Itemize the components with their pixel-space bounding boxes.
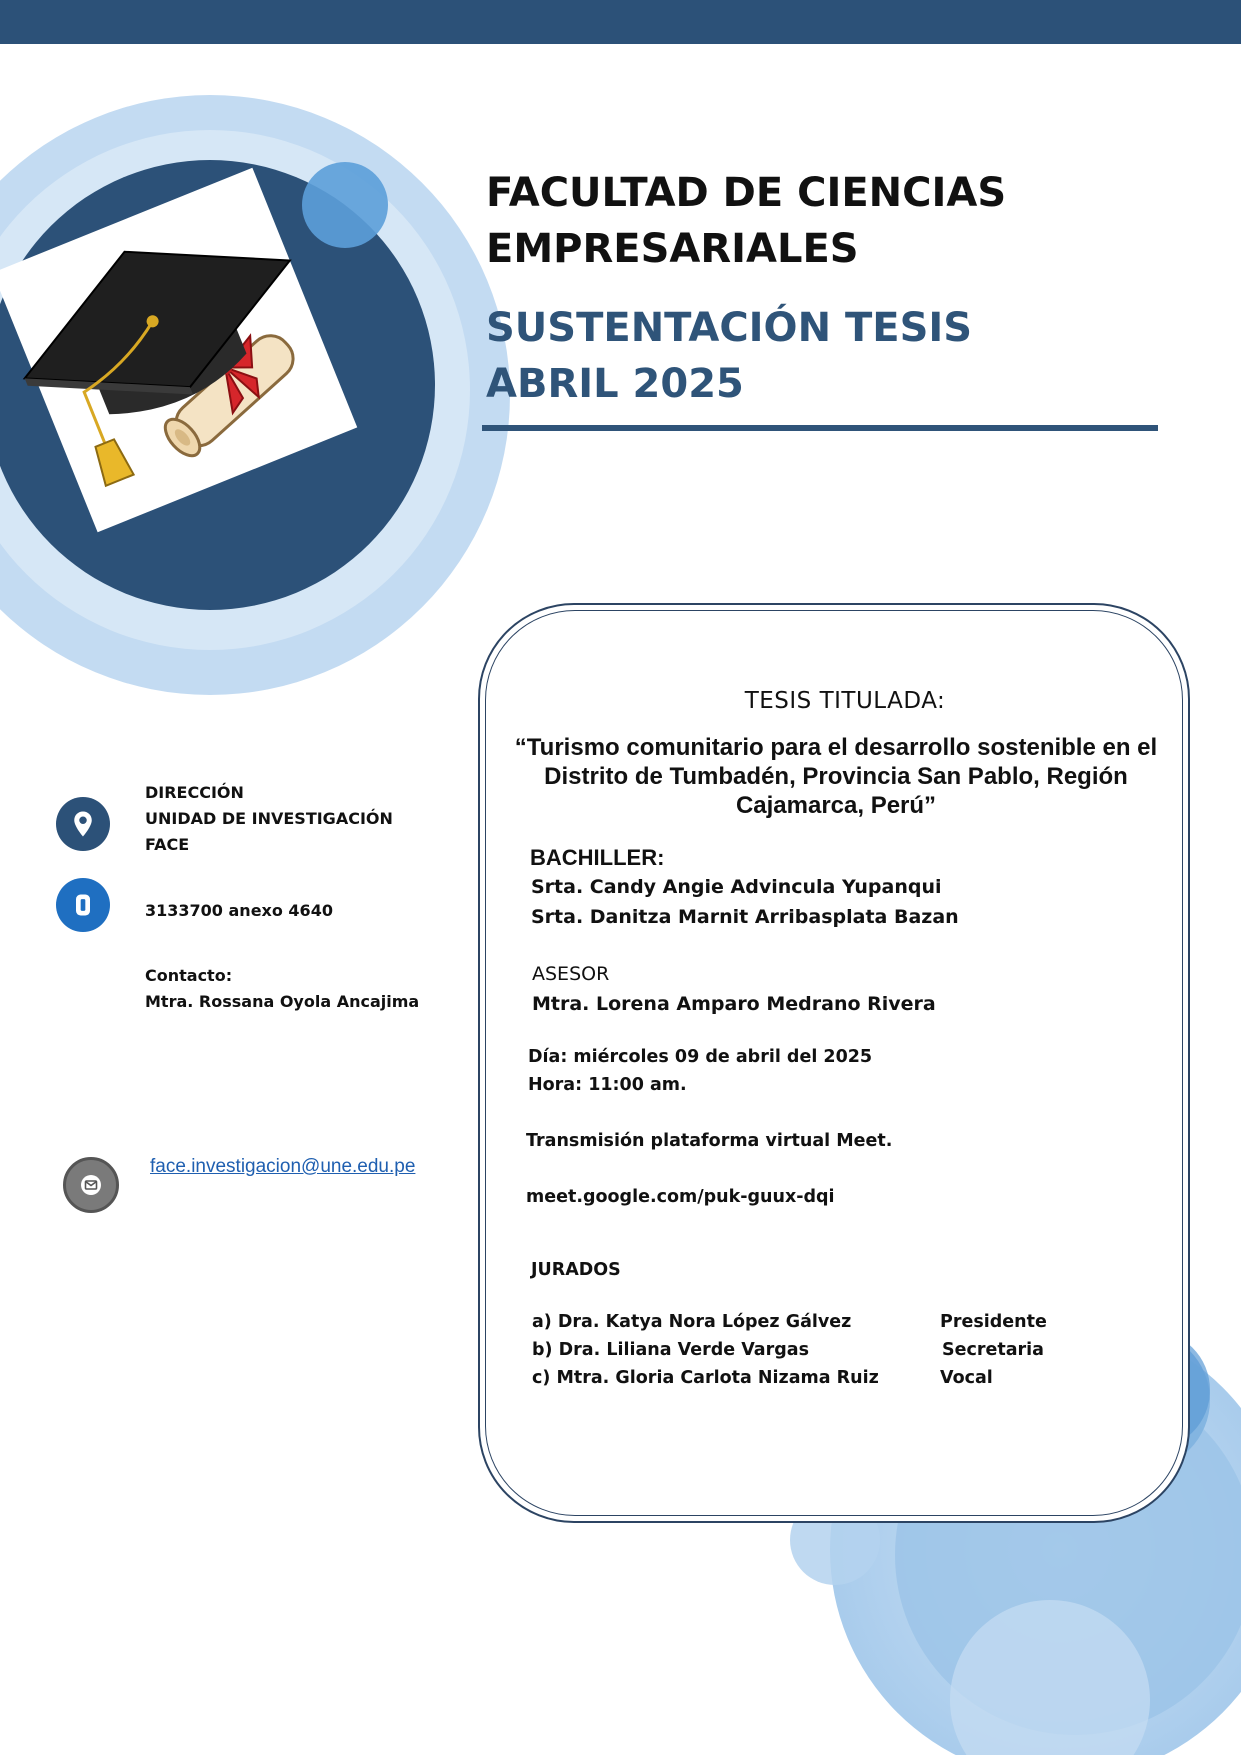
- event-title-line: ABRIL 2025: [486, 361, 744, 407]
- jurado-row: [532, 1340, 1092, 1360]
- event-title-line: SUSTENTACIÓN TESIS: [486, 305, 973, 351]
- bachiller-name: Srta. Danitza Marnit Arribasplata Bazan: [531, 906, 959, 928]
- email-link[interactable]: face.investigacion@une.edu.pe: [150, 1156, 416, 1177]
- bachiller-name: Srta. Candy Angie Advincula Yupanqui: [531, 876, 942, 898]
- jurado-role: Vocal: [940, 1368, 993, 1388]
- location-pin-icon: [56, 797, 110, 851]
- phone-number: 3133700 anexo 4640: [145, 901, 333, 920]
- card-heading: TESIS TITULADA:: [744, 688, 946, 714]
- contact-label: Contacto:: [145, 966, 233, 985]
- event-title: [486, 300, 1106, 412]
- jurado-row: [532, 1368, 1092, 1388]
- asesor-label: ASESOR: [532, 963, 610, 985]
- faculty-title: [486, 165, 1106, 277]
- contact-name: Mtra. Rossana Oyola Ancajima: [145, 992, 420, 1011]
- title-divider: [482, 425, 1158, 431]
- time-line: Hora: 11:00 am.: [528, 1075, 687, 1095]
- jurado-name: c) Mtra. Gloria Carlota Nizama Ruiz: [532, 1368, 879, 1388]
- jurados-label: JURADOS: [531, 1260, 621, 1280]
- email-icon: [63, 1157, 119, 1213]
- deco-circle: [302, 162, 388, 248]
- contact-block: [145, 963, 419, 1015]
- bachiller-label: BACHILLER:: [530, 845, 665, 870]
- phone-icon: [56, 878, 110, 932]
- jurado-row: [532, 1312, 1092, 1332]
- jurado-role: Secretaria: [942, 1340, 1044, 1360]
- address-line: UNIDAD DE INVESTIGACIÓN: [145, 809, 393, 828]
- date-line: Día: miércoles 09 de abril del 2025: [528, 1047, 873, 1067]
- address-block: [145, 780, 393, 858]
- address-line: FACE: [145, 835, 190, 854]
- thesis-title: “Turismo comunitario para el desarrollo sostenible en el Distrito de Tumbadén, Provincia San Pablo, Región Cajamarca, Perú”: [514, 734, 1158, 819]
- transmission-text: Transmisión plataforma virtual Meet.: [526, 1131, 893, 1151]
- jurado-name: b) Dra. Liliana Verde Vargas: [532, 1340, 809, 1360]
- asesor-name: Mtra. Lorena Amparo Medrano Rivera: [532, 993, 936, 1015]
- jurado-role: Presidente: [940, 1312, 1047, 1332]
- bachilleres-list: [531, 872, 959, 932]
- address-line: DIRECCIÓN: [145, 783, 244, 802]
- faculty-title-line: FACULTAD DE CIENCIAS: [486, 170, 1007, 216]
- meet-link[interactable]: meet.google.com/puk-guux-dqi: [526, 1187, 835, 1207]
- jurado-name: a) Dra. Katya Nora López Gálvez: [532, 1312, 852, 1332]
- faculty-title-line: EMPRESARIALES: [486, 226, 859, 272]
- schedule-block: [528, 1043, 872, 1099]
